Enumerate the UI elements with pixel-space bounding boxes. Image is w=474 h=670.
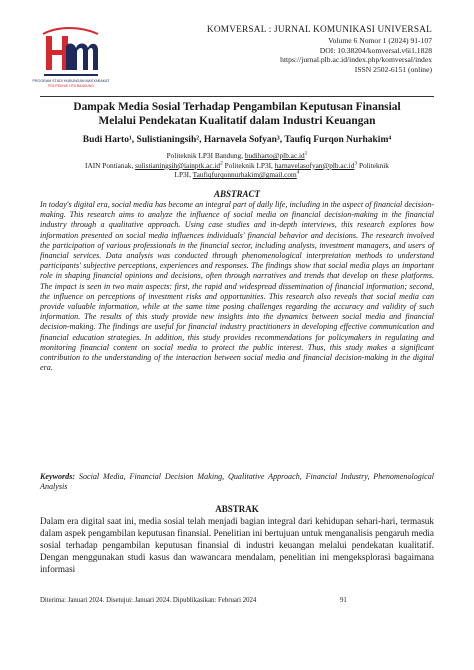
hm-logo-icon: [32, 26, 110, 92]
abstrak-indonesian-text: Dalam era digital saat ini, media sosial telah menjadi bagian integral dari kehidupan sehari-hari, termasuk dalam aspek pengambilan keputusan finansial. Penelitian ini bertujuan untuk menganalisis pengaruh media sosial terhadap pengambilan keputusan finansial di industri keuangan melalui pendekatan kualitatif. Dengan menggunakan studi kasus dan wawancara mendalam, penelitian ini mengeksplorasi bagaimana informasi: [40, 516, 434, 575]
affil-4-text-2: LP3I,: [174, 170, 193, 180]
affil-2-text: IAIN Pontianak,: [85, 160, 136, 170]
abstract-english-text: In today's digital era, social media has become an integral part of daily life, including in the aspect of financial decision-making. This research aims to analyze the influence of social media on financial decision-making in the financial industry through a qualitative approach. Using case studies and in-depth interviews, this research explores how information presented on social media influences individuals' financial behavior and decisions. The research involved the participation of various professionals in the financial sector, including analysts, investment managers, and users of financial services. Data analysis was conducted through phenomenological interpretation methods to understand participants' subjective perceptions, experiences and responses. The findings show that social media plays an important role in shaping financial opinions and decisions, often through narratives and trends that develop on these platforms. The impact is seen in two main aspects: first, the rapid and widespread dissemination of financial information; second, the influence on perceptions of investment risks and opportunities. This research also reveals that social media can provide valuable information, while at the same time posing challenges regarding the accuracy and validity of such information. The results of this study provide new insights into the dynamics between social media and financial decision-making. The findings are useful for financial industry practitioners in developing effective communication and financial education strategies. In addition, this study provides recommendations for policymakers in regulating and monitoring financial content on social media to protect the public interest. Thus, this study makes a significant contribution to the understanding of the interaction between social media and financial decision-making in the digital era.: [40, 200, 434, 373]
affil-1-sup: 1: [304, 150, 308, 157]
journal-volume: Volume 6 Nomor 1 (2024) 91-107: [328, 36, 432, 45]
logo-caption-line1: PROGRAM STUDI HUBUNGAN MASYARAKAT: [32, 79, 110, 83]
keywords: [40, 472, 434, 492]
affil-3-text: Politeknik LP3I,: [222, 160, 275, 170]
journal-info: [132, 24, 432, 74]
affil-1-email-link[interactable]: budiharto@plb.ac.id: [244, 151, 305, 160]
page-number: 91: [340, 597, 347, 604]
article-title-line1: Dampak Media Sosial Terhadap Pengambilan Keputusan Finansial: [73, 101, 401, 113]
affil-4-sup: 4: [296, 169, 300, 176]
abstract-heading: ABSTRACT: [213, 189, 260, 199]
header-divider: [40, 96, 434, 97]
affil-3-sup: 3: [354, 160, 358, 167]
journal-doi[interactable]: DOI: 10.38204/komversal.v6i1.1828: [319, 45, 432, 55]
article-affiliations: [40, 151, 434, 180]
logo-caption-line2: POLITEKNIK LP3I BANDUNG: [48, 84, 94, 88]
affil-2-email-link[interactable]: sulistianingsih@iainptk.ac.id: [135, 160, 221, 170]
keywords-label: Keywords:: [40, 472, 76, 481]
article-title: [40, 100, 434, 128]
article-authors: Budi Harto¹, Sulistianingsih², Harnavela Sofyan³, Taufiq Furqon Nurhakim⁴: [82, 135, 392, 145]
affil-1-text: Politeknik LP3I Bandung,: [166, 151, 245, 160]
affil-4-text-1: Politeknik: [357, 160, 389, 170]
abstrak-heading: ABSTRAK: [215, 504, 259, 514]
journal-issn: ISSN 2502-6151 (online): [354, 64, 432, 74]
affil-2-sup: 2: [220, 160, 223, 167]
article-title-line2: Melalui Pendekatan Kualitatif dalam Industri Keuangan: [98, 115, 376, 127]
affil-4-email-link[interactable]: Taufiqfurqonnurhakim@gmail.com: [192, 170, 297, 180]
journal-title: KOMVERSAL : JURNAL KOMUNIKASI UNIVERSAL: [206, 25, 432, 35]
publication-dates: Diterima: Januari 2024. Disetujui: Januari 2024. Dipublikasikan: Februari 2024: [40, 597, 257, 604]
affil-3-email-link[interactable]: harnavelasofyan@plb.ac.id: [274, 160, 355, 170]
journal-url[interactable]: https://jurnal.plb.ac.id/index.php/komversal/index: [280, 55, 432, 65]
keywords-list: Social Media, Financial Decision Making, Qualitative Approach, Financial Industry, Phenomenological Analysis: [40, 472, 434, 492]
